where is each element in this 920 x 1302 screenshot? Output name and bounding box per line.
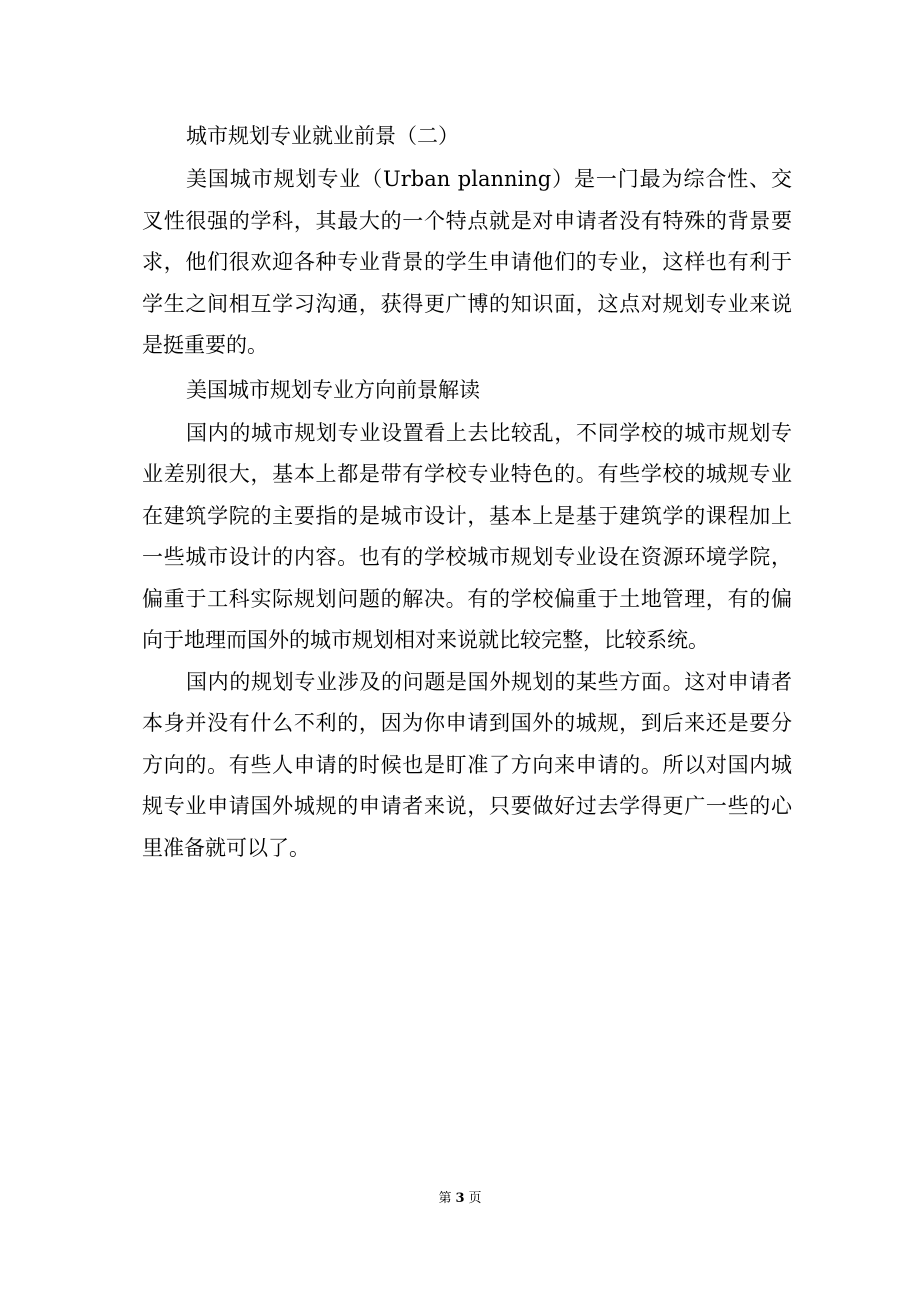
paragraph-application-advice: 国内的规划专业涉及的问题是国外规划的某些方面。这对申请者本身并没有什么不利的，因为你申请到国外的城规，到后来还是要分方向的。有些人申请的时候也是盯准了方向来申请的。所以对国内城规专业申请国外城规的申请者来说，只要做好过去学得更广一些的心里准备就可以了。 <box>142 669 792 860</box>
page-number-suffix: 页 <box>468 1191 482 1206</box>
paragraph-domestic-programs: 国内的城市规划专业设置看上去比较乱，不同学校的城市规划专业差别很大，基本上都是带有学校专业特色的。有些学校的城规专业在建筑学院的主要指的是城市设计，基本上是基于建筑学的课程加上一些城市设计的内容。也有的学校城市规划专业设在资源环境学院，偏重于工科实际规划问题的解决。有的学校偏重于土地管理，有的偏向于地理而国外的城市规划相对来说就比较完整，比较系统。 <box>142 420 792 652</box>
page-number-prefix: 第 <box>438 1191 452 1206</box>
paragraph-intro: 美国城市规划专业（Urban planning）是一门最为综合性、交叉性很强的学科，其最大的一个特点就是对申请者没有特殊的背景要求，他们很欢迎各种专业背景的学生申请他们的专业，这样也有利于学生之间相互学习沟通，获得更广博的知识面，这点对规划专业来说是挺重要的。 <box>142 167 792 357</box>
section-heading: 美国城市规划专业方向前景解读 <box>186 377 480 402</box>
page-number-value: 3 <box>455 1191 465 1206</box>
document-title: 城市规划专业就业前景（二） <box>186 124 459 148</box>
document-body <box>142 117 792 869</box>
page-number <box>0 1190 920 1208</box>
